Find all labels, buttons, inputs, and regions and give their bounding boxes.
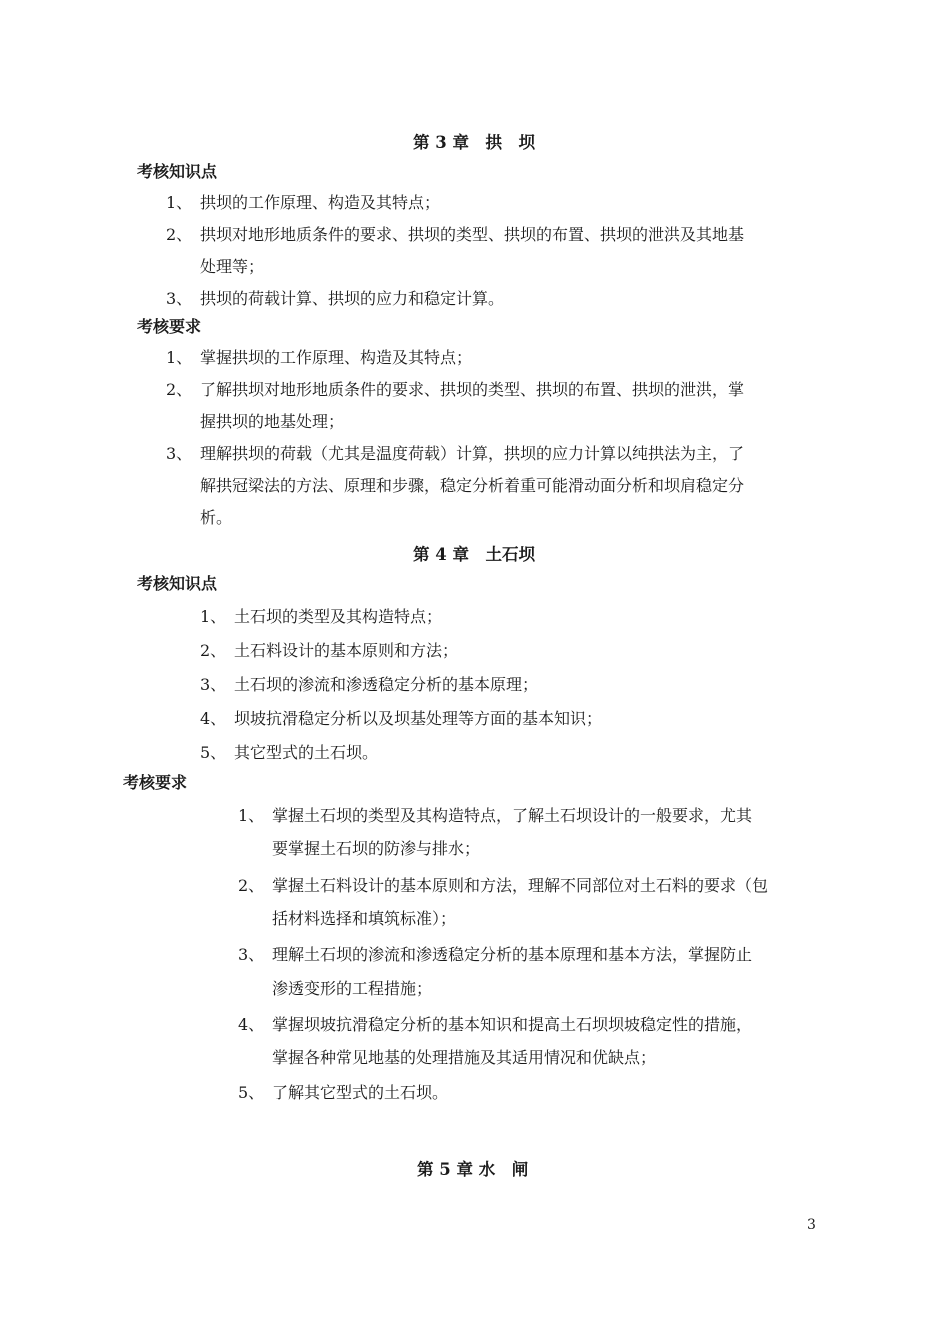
ch4-knowledge-text-4: 坝坡抗滑稳定分析以及坝基处理等方面的基本知识；: [234, 709, 603, 728]
chapter-4-title: 第 4 章 土石坝: [413, 545, 535, 564]
ch4-knowledge-heading: 考核知识点: [137, 574, 218, 593]
ch4-req-text-4: 掌握坝坡抗滑稳定分析的基本知识和提高土石坝坝坡稳定性的措施，: [272, 1015, 753, 1034]
ch4-req-text-5: 了解其它型式的土石坝。: [272, 1083, 449, 1102]
ch4-knowledge-item-1: [200, 609, 442, 625]
ch3-req-text-3: 理解拱坝的荷载（尤其是温度荷载）计算，拱坝的应力计算以纯拱法为主，了: [200, 444, 745, 463]
chapter-3-title: 第 3 章 拱 坝: [413, 133, 535, 152]
ch3-knowledge-num-1: 1、: [166, 193, 193, 212]
ch3-knowledge-text-1: 拱坝的工作原理、构造及其特点；: [200, 193, 441, 212]
ch4-req-text-1: 掌握土石坝的类型及其构造特点，了解土石坝设计的一般要求，尤其: [272, 806, 753, 825]
ch4-knowledge-item-2: [200, 643, 458, 659]
ch4-knowledge-num-4: 4、: [200, 709, 227, 728]
ch4-req-item-2: [238, 878, 768, 894]
ch4-req-text-3b: 渗透变形的工程措施；: [272, 979, 433, 998]
ch3-req-item-3: [166, 446, 744, 462]
ch4-knowledge-text-5: 其它型式的土石坝。: [234, 743, 379, 762]
ch3-req-num-3: 3、: [166, 444, 193, 463]
ch3-knowledge-text-2: 拱坝对地形地质条件的要求、拱坝的类型、拱坝的布置、拱坝的泄洪及其地基: [200, 225, 745, 244]
ch3-knowledge-heading: 考核知识点: [137, 162, 218, 181]
ch3-req-text-2: 了解拱坝对地形地质条件的要求、拱坝的类型、拱坝的布置、拱坝的泄洪，掌: [200, 380, 745, 399]
page-number: 3: [807, 1217, 816, 1233]
ch3-req-num-2: 2、: [166, 380, 193, 399]
ch4-req-num-5: 5、: [238, 1083, 265, 1102]
ch4-knowledge-num-3: 3、: [200, 675, 227, 694]
ch3-knowledge-item-3: [166, 291, 504, 307]
ch3-req-heading: 考核要求: [137, 317, 202, 336]
ch4-knowledge-item-4: [200, 711, 602, 727]
ch3-knowledge-text-3: 拱坝的荷载计算、拱坝的应力和稳定计算。: [200, 289, 505, 308]
ch3-knowledge-item-1: [166, 195, 440, 211]
ch3-knowledge-text-2b: 处理等；: [200, 257, 265, 276]
ch3-knowledge-num-3: 3、: [166, 289, 193, 308]
ch3-knowledge-item-2: [166, 227, 744, 243]
ch3-req-item-2: [166, 382, 744, 398]
ch4-knowledge-text-2: 土石料设计的基本原则和方法；: [234, 641, 459, 660]
ch4-req-text-3: 理解土石坝的渗流和渗透稳定分析的基本原理和基本方法，掌握防止: [272, 945, 753, 964]
ch4-req-num-2: 2、: [238, 876, 265, 895]
ch3-knowledge-num-2: 2、: [166, 225, 193, 244]
ch4-knowledge-item-3: [200, 677, 538, 693]
ch3-req-text-2b: 握拱坝的地基处理；: [200, 412, 345, 431]
ch4-req-heading: 考核要求: [123, 773, 188, 792]
ch4-req-item-4: [238, 1017, 752, 1033]
ch4-knowledge-text-3: 土石坝的渗流和渗透稳定分析的基本原理；: [234, 675, 539, 694]
ch4-knowledge-num-2: 2、: [200, 641, 227, 660]
chapter-5-title: 第 5 章 水 闸: [417, 1160, 529, 1179]
ch4-req-num-3: 3、: [238, 945, 265, 964]
ch4-req-text-2b: 括材料选择和填筑标准）；: [272, 909, 457, 928]
ch4-req-num-1: 1、: [238, 806, 265, 825]
ch4-req-text-4b: 掌握各种常见地基的处理措施及其适用情况和优缺点；: [272, 1048, 657, 1067]
ch4-req-text-2: 掌握土石料设计的基本原则和方法，理解不同部位对土石料的要求（包: [272, 876, 769, 895]
ch4-knowledge-text-1: 土石坝的类型及其构造特点；: [234, 607, 443, 626]
ch4-knowledge-num-5: 5、: [200, 743, 227, 762]
ch4-req-text-1b: 要掌握土石坝的防渗与排水；: [272, 839, 481, 858]
ch3-req-text-3b: 解拱冠梁法的方法、原理和步骤，稳定分析着重可能滑动面分析和坝肩稳定分: [200, 476, 745, 495]
ch3-req-item-1: [166, 350, 472, 366]
ch4-knowledge-num-1: 1、: [200, 607, 227, 626]
ch4-req-num-4: 4、: [238, 1015, 265, 1034]
ch4-req-item-5: [238, 1085, 448, 1101]
ch4-knowledge-item-5: [200, 745, 378, 761]
ch3-req-num-1: 1、: [166, 348, 193, 367]
ch4-req-item-3: [238, 947, 752, 963]
ch3-req-text-3c: 析。: [200, 508, 233, 527]
ch3-req-text-1: 掌握拱坝的工作原理、构造及其特点；: [200, 348, 473, 367]
ch4-req-item-1: [238, 808, 752, 824]
